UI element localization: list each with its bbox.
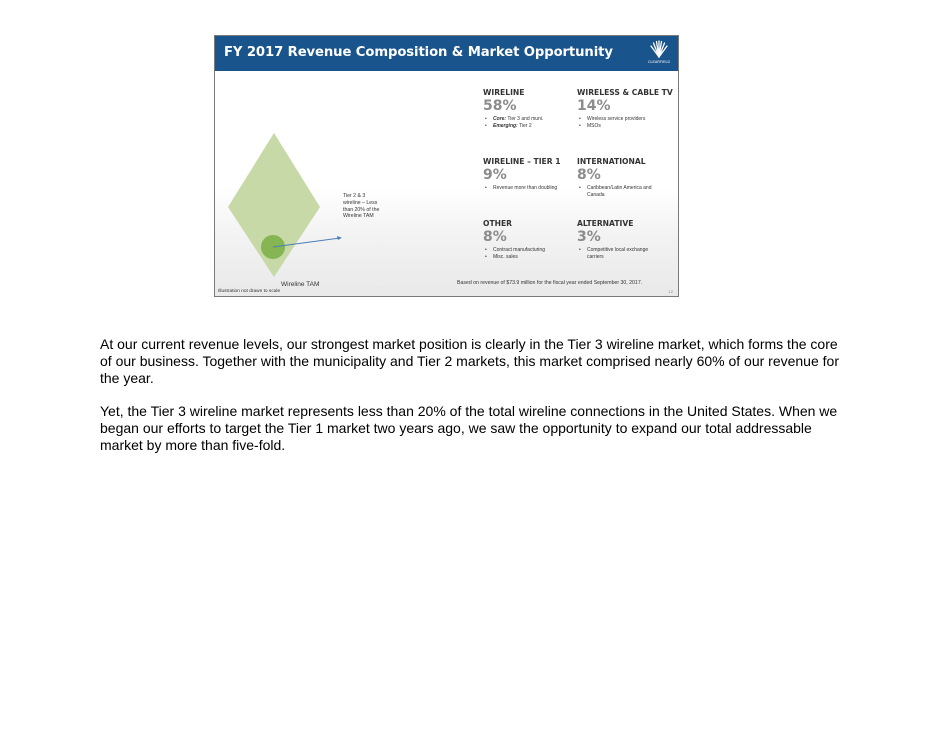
segment-bullet: • Emerging: Tier 2 — [483, 123, 579, 130]
segment-wireline — [483, 88, 579, 130]
segment-bullet: • Caribbean/Latin America and Canada — [577, 185, 657, 199]
segment-international — [577, 157, 657, 199]
company-logo — [644, 38, 674, 69]
body-paragraph: At our current revenue levels, our strongest market position is clearly in the Tier 3 wireline market, which forms the core of our business. Together with the municipality and Tier 2 markets, this market comprised nearly 60% of our revenue for the year. — [100, 336, 839, 386]
tam-note: Tier 2 & 3 wireline – Less than 20% of the Wireline TAM — [343, 193, 380, 220]
segment-bullet: • Contract manufacturing — [483, 247, 579, 254]
slide-header — [215, 36, 678, 71]
segment-percent: 3% — [577, 229, 601, 245]
logo-text: CLEARFIELD — [647, 60, 671, 64]
segment-percent: 58% — [483, 98, 517, 114]
segment-wireless-cable — [577, 88, 673, 130]
segment-name: ALTERNATIVE — [577, 219, 634, 228]
segment-percent: 8% — [577, 167, 601, 183]
slide-title: FY 2017 Revenue Composition & Market Opportunity — [224, 45, 613, 60]
segment-name: WIRELESS & CABLE TV — [577, 88, 673, 97]
segment-wireline-tier1 — [483, 157, 563, 192]
wireline-tam-label: Wireline TAM — [281, 281, 320, 288]
segment-bullet: • Wireless service providers — [577, 116, 673, 123]
segment-percent: 8% — [483, 229, 507, 245]
segment-alternative — [577, 219, 659, 261]
segment-bullet: • Revenue more than doubling — [483, 185, 561, 192]
segment-bullet: • Misc. sales — [483, 254, 579, 261]
slide-page-number: 12 — [668, 289, 673, 294]
segment-name: WIRELINE — [483, 88, 525, 97]
segment-name: OTHER — [483, 219, 513, 228]
body-paragraph: Yet, the Tier 3 wireline market represents less than 20% of the total wireline connections in the United States. When we began our efforts to target the Tier 1 market two years ago, we saw the opportunity to expand our total addressable market by more than five-fold. — [100, 403, 838, 453]
arrowhead — [337, 236, 342, 240]
illustration-note: Illustration not drawn to scale — [218, 289, 281, 294]
revenue-basis-note: Based on revenue of $73.9 million for the fiscal year ended September 30, 2017. — [457, 280, 643, 286]
shell-logo-icon — [649, 39, 669, 59]
segment-bullet: • Competitive local exchange carriers — [577, 247, 651, 261]
segment-bullet: • MSOs — [577, 123, 673, 130]
segment-bullet: • Core: Tier 3 and muni. — [483, 116, 579, 123]
segment-other — [483, 219, 579, 261]
segment-percent: 14% — [577, 98, 611, 114]
segment-name: WIRELINE – TIER 1 — [483, 157, 561, 166]
segment-name: INTERNATIONAL — [577, 157, 646, 166]
presentation-slide — [214, 35, 679, 297]
segment-percent: 9% — [483, 167, 507, 183]
wireline-tam-diagram — [215, 71, 355, 281]
